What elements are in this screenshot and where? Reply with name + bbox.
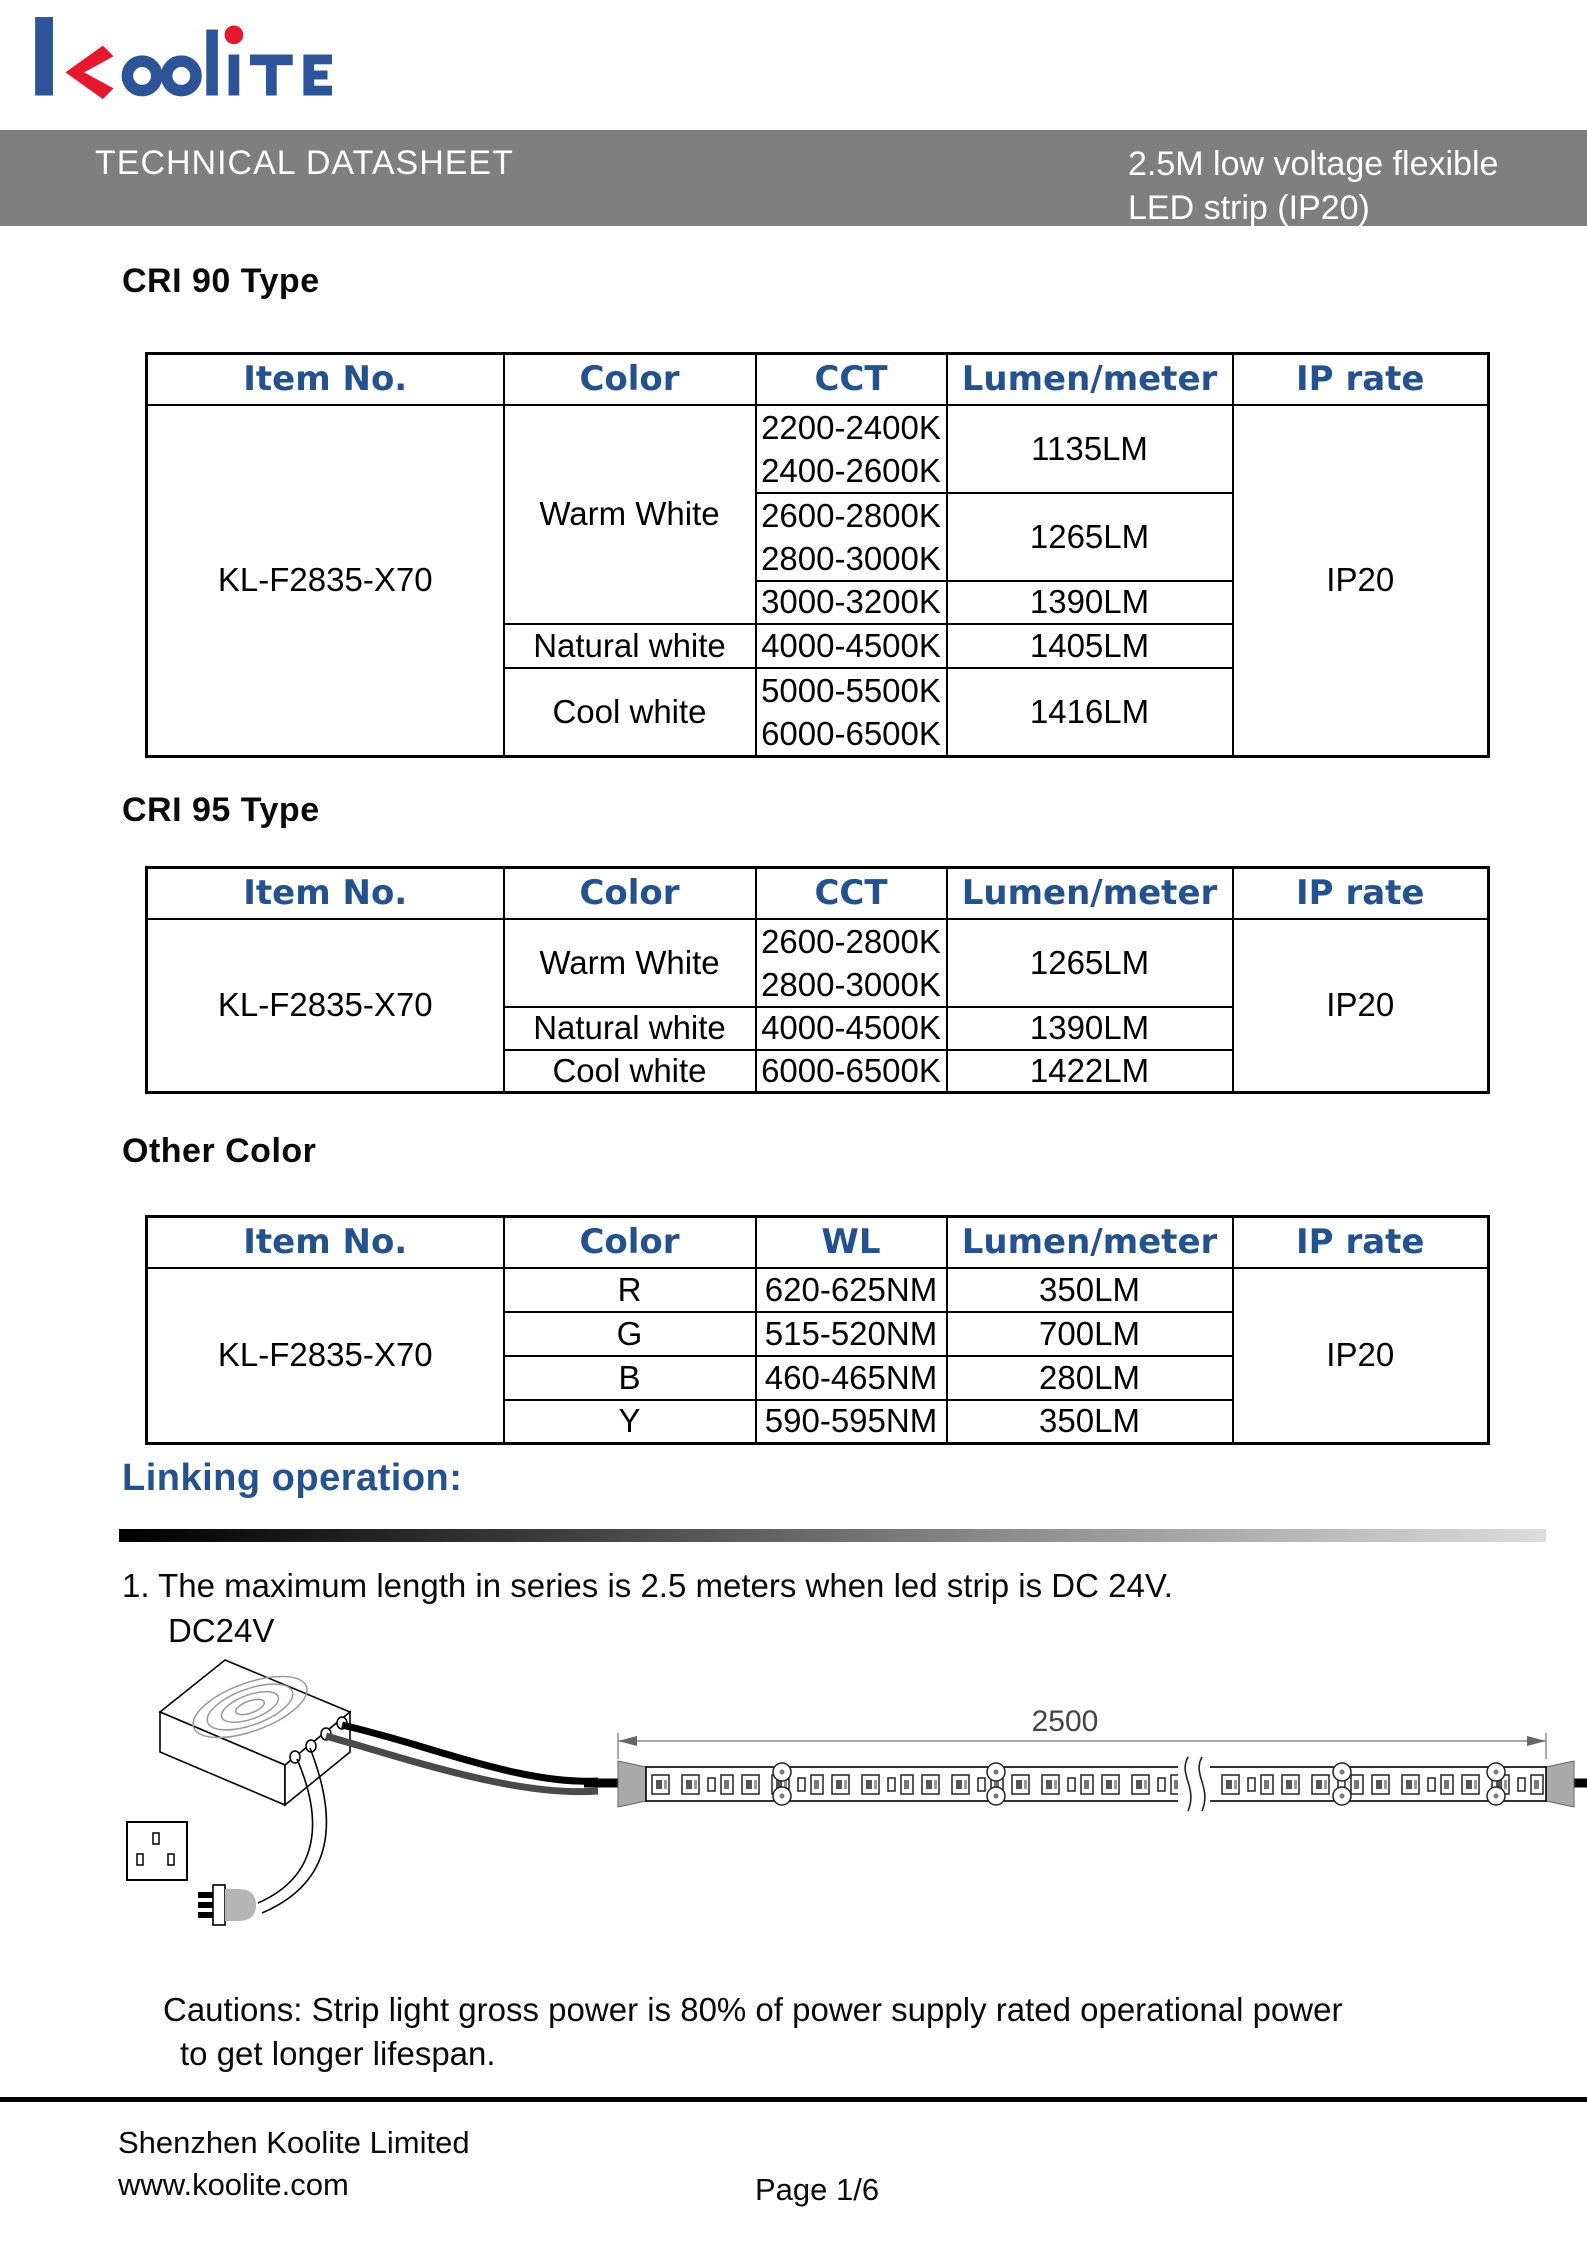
col-header-ip: IP rate — [1233, 868, 1489, 919]
item-no-cell: KL-F2835-X70 — [147, 405, 504, 757]
col-header-item: Item No. — [147, 354, 504, 405]
cautions-text — [163, 1988, 1342, 2076]
cri95-table — [145, 866, 1490, 1094]
lumen-cell: 1265LM — [947, 493, 1233, 581]
note-line2: DC24V — [168, 1612, 275, 1649]
note-text: The maximum length in series is 2.5 meters when led strip is DC 24V. — [158, 1567, 1173, 1604]
footer-website: www.koolite.com — [118, 2167, 349, 2202]
col-header-color: Color — [504, 354, 756, 405]
other-header-row — [147, 1217, 1489, 1268]
table-row — [147, 919, 1489, 1007]
cct-cell: 5000-5500K 6000-6500K — [756, 668, 947, 757]
cct-cell: 6000-6500K — [756, 1050, 947, 1093]
section-title-linking: Linking operation: — [122, 1457, 463, 1499]
other-color-table — [145, 1215, 1490, 1445]
color-cell: Warm White — [504, 919, 756, 1007]
ip-rate-cell: IP20 — [1233, 405, 1489, 757]
color-cell: B — [504, 1356, 756, 1400]
col-header-ip: IP rate — [1233, 354, 1489, 405]
banner-product — [1128, 142, 1498, 230]
lumen-cell: 1390LM — [947, 1007, 1233, 1050]
lumen-cell: 1390LM — [947, 581, 1233, 624]
col-header-item: Item No. — [147, 868, 504, 919]
col-header-lumen: Lumen/meter — [947, 354, 1233, 405]
lumen-cell: 1422LM — [947, 1050, 1233, 1093]
col-header-color: Color — [504, 868, 756, 919]
col-header-color: Color — [504, 1217, 756, 1268]
item-no-cell: KL-F2835-X70 — [147, 919, 504, 1093]
logo-letterforms — [35, 17, 332, 99]
banner-product-line1: 2.5M low voltage flexible — [1128, 145, 1499, 183]
wiring-diagram — [90, 1645, 1587, 1995]
footer-page-number: Page 1/6 — [755, 2172, 880, 2207]
section-title-other-color: Other Color — [122, 1132, 317, 1170]
col-header-item: Item No. — [147, 1217, 504, 1268]
cct-cell: 2200-2400K 2400-2600K — [756, 405, 947, 493]
lumen-cell: 1135LM — [947, 405, 1233, 493]
led-strip — [584, 1757, 1587, 1811]
banner-title: TECHNICAL DATASHEET — [95, 144, 514, 182]
caution-line2: to get longer lifespan. — [180, 2035, 496, 2072]
wl-cell: 515-520NM — [756, 1312, 947, 1356]
cri90-table — [145, 352, 1490, 758]
col-header-lumen: Lumen/meter — [947, 1217, 1233, 1268]
cct-cell: 4000-4500K — [756, 1007, 947, 1050]
wl-cell: 590-595NM — [756, 1400, 947, 1444]
footer-company: Shenzhen Koolite Limited — [118, 2125, 470, 2160]
note-number: 1. — [122, 1567, 150, 1604]
lumen-cell: 350LM — [947, 1268, 1233, 1312]
col-header-cct: CCT — [756, 354, 947, 405]
color-cell: Natural white — [504, 1007, 756, 1050]
banner-product-line2: LED strip (IP20) — [1128, 189, 1370, 227]
lumen-cell: 350LM — [947, 1400, 1233, 1444]
note-line1 — [122, 1563, 1173, 1608]
color-cell: Natural white — [504, 624, 756, 668]
col-header-wl: WL — [756, 1217, 947, 1268]
lumen-cell: 1416LM — [947, 668, 1233, 757]
linking-note — [122, 1563, 1173, 1653]
lumen-cell: 280LM — [947, 1356, 1233, 1400]
color-cell: G — [504, 1312, 756, 1356]
cri90-header-row — [147, 354, 1489, 405]
table-row — [147, 405, 1489, 493]
cct-cell: 2600-2800K 2800-3000K — [756, 919, 947, 1007]
dimension-label: 2500 — [1031, 1705, 1099, 1738]
lumen-cell: 1405LM — [947, 624, 1233, 668]
item-no-cell: KL-F2835-X70 — [147, 1268, 504, 1444]
wl-cell: 460-465NM — [756, 1356, 947, 1400]
section-title-cri90: CRI 90 Type — [122, 262, 320, 300]
color-cell: Cool white — [504, 668, 756, 757]
title-banner — [0, 130, 1587, 226]
cct-cell: 3000-3200K — [756, 581, 947, 624]
dim-arrow-left — [618, 1736, 637, 1746]
cct-cell: 2600-2800K 2800-3000K — [756, 493, 947, 581]
col-header-ip: IP rate — [1233, 1217, 1489, 1268]
color-cell: R — [504, 1268, 756, 1312]
ip-rate-cell: IP20 — [1233, 1268, 1489, 1444]
wall-outlet — [127, 1822, 187, 1880]
section-title-cri95: CRI 95 Type — [122, 791, 320, 829]
caution-line1: Cautions: Strip light gross power is 80% of power supply rated operational power — [163, 1991, 1343, 2028]
lumen-cell: 1265LM — [947, 919, 1233, 1007]
footer-divider — [0, 2097, 1587, 2102]
color-cell: Cool white — [504, 1050, 756, 1093]
cri95-header-row — [147, 868, 1489, 919]
power-plug — [198, 1885, 256, 1925]
strip-break — [1178, 1757, 1210, 1811]
color-cell: Y — [504, 1400, 756, 1444]
koolite-logo — [28, 6, 340, 103]
col-header-lumen: Lumen/meter — [947, 868, 1233, 919]
wl-cell: 620-625NM — [756, 1268, 947, 1312]
footer-info — [118, 2122, 470, 2206]
gradient-divider — [119, 1529, 1546, 1542]
output-wire-gray — [326, 1736, 598, 1792]
table-row — [147, 1268, 1489, 1312]
ip-rate-cell: IP20 — [1233, 919, 1489, 1093]
lumen-cell: 700LM — [947, 1312, 1233, 1356]
cct-cell: 4000-4500K — [756, 624, 947, 668]
col-header-cct: CCT — [756, 868, 947, 919]
color-cell: Warm White — [504, 405, 756, 624]
dim-arrow-right — [1527, 1736, 1546, 1746]
